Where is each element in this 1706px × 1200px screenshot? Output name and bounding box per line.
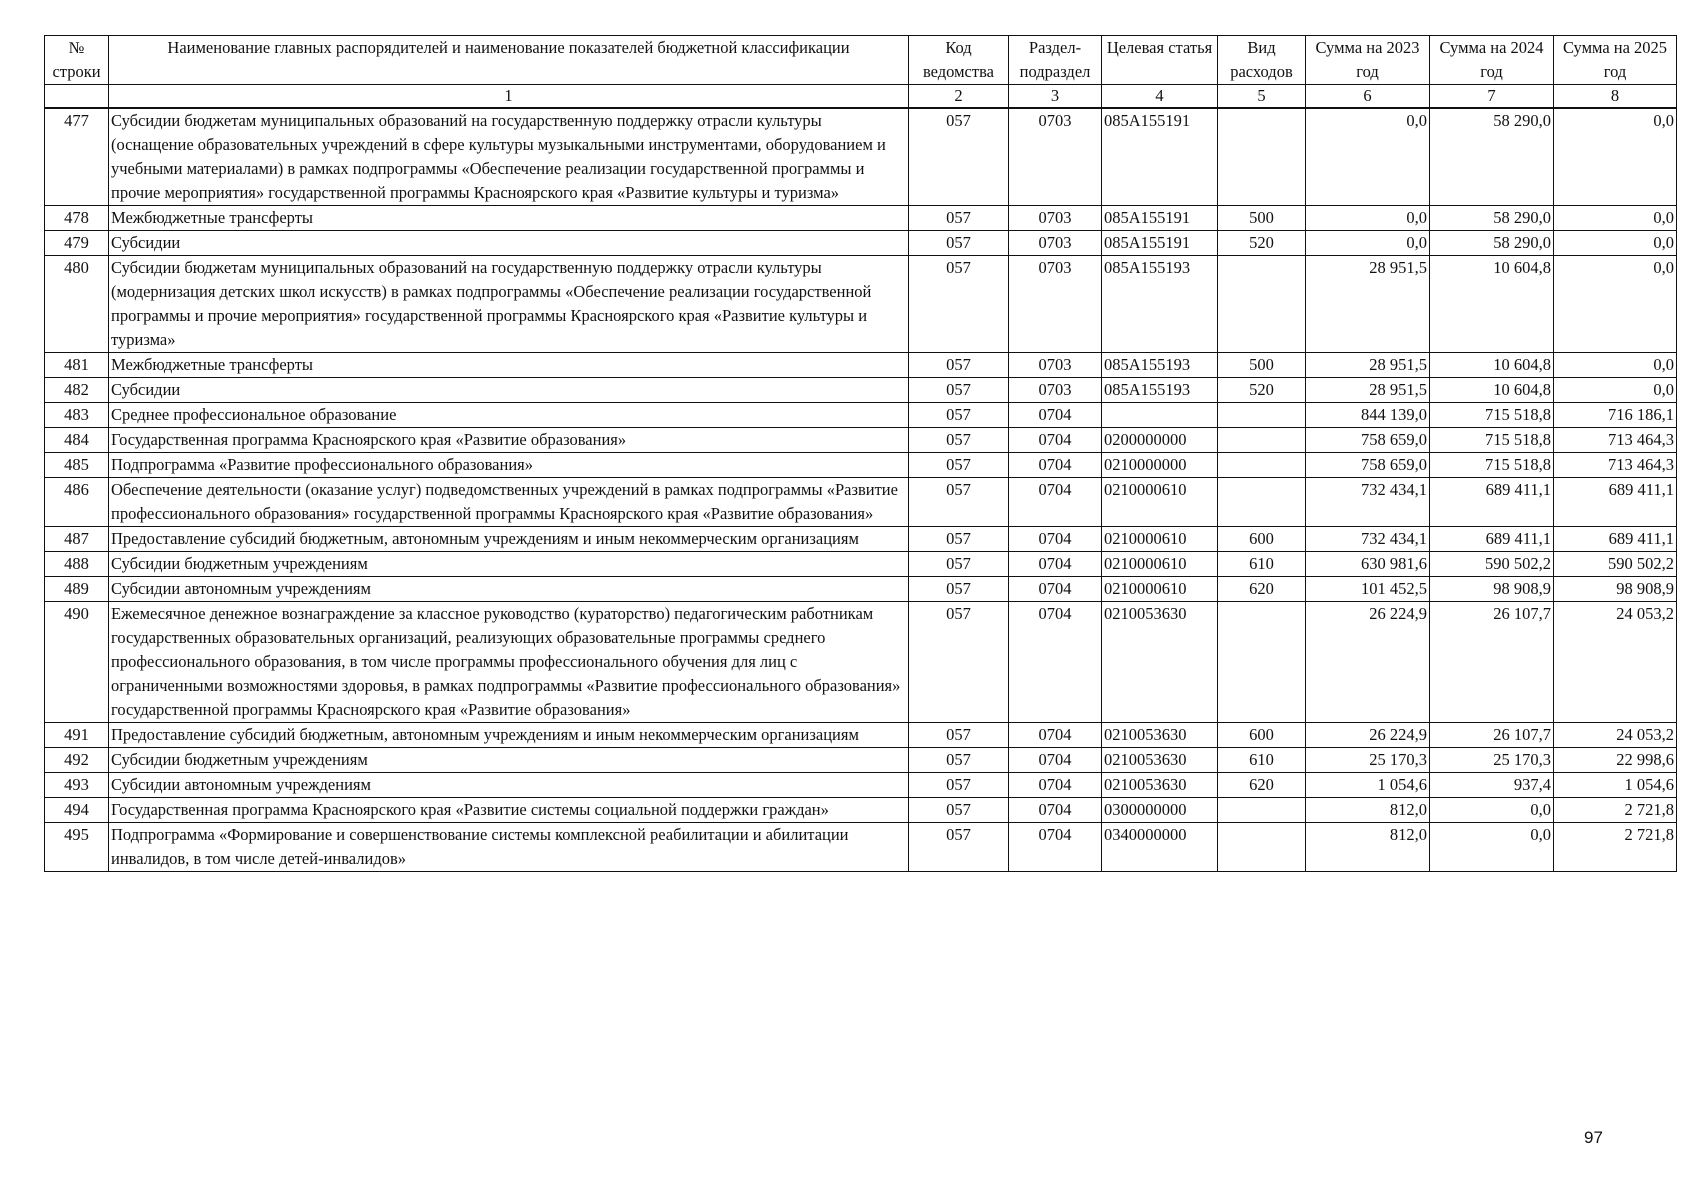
row-sum-2025: 0,0 — [1554, 256, 1677, 353]
document-page — [44, 35, 1676, 872]
table-row — [45, 353, 1677, 378]
row-sum-2024: 0,0 — [1430, 798, 1554, 823]
row-sum-2024: 26 107,7 — [1430, 723, 1554, 748]
row-expense-type: 610 — [1218, 748, 1306, 773]
row-dept-code: 057 — [909, 527, 1009, 552]
row-sum-2023: 101 452,5 — [1306, 577, 1430, 602]
row-expense-type: 620 — [1218, 577, 1306, 602]
row-number: 488 — [45, 552, 109, 577]
header-sum-2025: Сумма на 2025 год — [1554, 36, 1677, 85]
row-expense-type: 600 — [1218, 527, 1306, 552]
row-dept-code: 057 — [909, 798, 1009, 823]
row-number: 495 — [45, 823, 109, 872]
row-section: 0704 — [1009, 798, 1102, 823]
row-expense-type — [1218, 478, 1306, 527]
row-target: 0210000610 — [1102, 478, 1218, 527]
row-sum-2025: 2 721,8 — [1554, 823, 1677, 872]
column-number: 8 — [1554, 85, 1677, 109]
row-name: Предоставление субсидий бюджетным, автономным учреждениям и иным некоммерческим организациям — [109, 723, 909, 748]
row-expense-type: 500 — [1218, 353, 1306, 378]
table-row — [45, 378, 1677, 403]
header-section: Раздел-подраздел — [1009, 36, 1102, 85]
row-name: Субсидии — [109, 231, 909, 256]
row-number: 494 — [45, 798, 109, 823]
row-section: 0704 — [1009, 748, 1102, 773]
row-sum-2023: 844 139,0 — [1306, 403, 1430, 428]
row-sum-2025: 22 998,6 — [1554, 748, 1677, 773]
row-sum-2024: 26 107,7 — [1430, 602, 1554, 723]
row-expense-type — [1218, 602, 1306, 723]
row-name: Субсидии бюджетным учреждениям — [109, 748, 909, 773]
row-section: 0704 — [1009, 723, 1102, 748]
row-expense-type — [1218, 798, 1306, 823]
row-name: Субсидии автономным учреждениям — [109, 773, 909, 798]
row-dept-code: 057 — [909, 428, 1009, 453]
row-number: 478 — [45, 206, 109, 231]
row-section: 0703 — [1009, 231, 1102, 256]
row-section: 0704 — [1009, 552, 1102, 577]
row-sum-2023: 0,0 — [1306, 231, 1430, 256]
row-name: Среднее профессиональное образование — [109, 403, 909, 428]
header-sum-2024: Сумма на 2024 год — [1430, 36, 1554, 85]
row-number: 480 — [45, 256, 109, 353]
table-row — [45, 723, 1677, 748]
column-number: 1 — [109, 85, 909, 109]
row-sum-2023: 1 054,6 — [1306, 773, 1430, 798]
row-dept-code: 057 — [909, 403, 1009, 428]
row-expense-type: 520 — [1218, 378, 1306, 403]
column-number: 6 — [1306, 85, 1430, 109]
row-expense-type — [1218, 108, 1306, 206]
row-name: Субсидии — [109, 378, 909, 403]
row-name: Межбюджетные трансферты — [109, 206, 909, 231]
row-name: Межбюджетные трансферты — [109, 353, 909, 378]
column-number: 2 — [909, 85, 1009, 109]
row-sum-2023: 0,0 — [1306, 206, 1430, 231]
row-dept-code: 057 — [909, 231, 1009, 256]
column-number: 4 — [1102, 85, 1218, 109]
budget-table — [44, 35, 1677, 872]
row-section: 0703 — [1009, 206, 1102, 231]
column-number: 7 — [1430, 85, 1554, 109]
row-section: 0704 — [1009, 428, 1102, 453]
row-sum-2025: 1 054,6 — [1554, 773, 1677, 798]
column-number: 3 — [1009, 85, 1102, 109]
row-name: Предоставление субсидий бюджетным, автономным учреждениям и иным некоммерческим организациям — [109, 527, 909, 552]
row-sum-2023: 758 659,0 — [1306, 428, 1430, 453]
table-row — [45, 403, 1677, 428]
row-name: Субсидии бюджетам муниципальных образований на государственную поддержку отрасли культуры (оснащение образовательных учреждений в сфере культуры музыкальными инструментами, оборудованием и учебными материалами) в рамках подпрограммы «Обеспечение реализации государственной программы и прочие мероприятия» государственной программы Красноярского края «Развитие культуры и туризма» — [109, 108, 909, 206]
row-sum-2025: 98 908,9 — [1554, 577, 1677, 602]
row-dept-code: 057 — [909, 206, 1009, 231]
row-target: 0210000000 — [1102, 453, 1218, 478]
row-target: 0340000000 — [1102, 823, 1218, 872]
row-sum-2025: 0,0 — [1554, 108, 1677, 206]
row-target: 0200000000 — [1102, 428, 1218, 453]
table-row — [45, 577, 1677, 602]
row-dept-code: 057 — [909, 256, 1009, 353]
row-section: 0704 — [1009, 527, 1102, 552]
row-sum-2024: 937,4 — [1430, 773, 1554, 798]
row-dept-code: 057 — [909, 723, 1009, 748]
row-sum-2025: 2 721,8 — [1554, 798, 1677, 823]
row-sum-2024: 0,0 — [1430, 823, 1554, 872]
row-number: 477 — [45, 108, 109, 206]
header-row — [45, 36, 1677, 85]
row-sum-2025: 0,0 — [1554, 353, 1677, 378]
row-section: 0703 — [1009, 108, 1102, 206]
row-sum-2023: 26 224,9 — [1306, 602, 1430, 723]
row-expense-type — [1218, 256, 1306, 353]
column-number-row — [45, 85, 1677, 109]
row-sum-2025: 590 502,2 — [1554, 552, 1677, 577]
table-row — [45, 428, 1677, 453]
row-dept-code: 057 — [909, 577, 1009, 602]
table-row — [45, 798, 1677, 823]
row-sum-2024: 58 290,0 — [1430, 206, 1554, 231]
row-target: 0300000000 — [1102, 798, 1218, 823]
row-dept-code: 057 — [909, 773, 1009, 798]
row-number: 487 — [45, 527, 109, 552]
table-row — [45, 256, 1677, 353]
row-name: Государственная программа Красноярского края «Развитие образования» — [109, 428, 909, 453]
row-section: 0703 — [1009, 353, 1102, 378]
row-sum-2023: 25 170,3 — [1306, 748, 1430, 773]
row-sum-2023: 28 951,5 — [1306, 353, 1430, 378]
column-number — [45, 85, 109, 109]
header-target: Целевая статья — [1102, 36, 1218, 85]
row-name: Обеспечение деятельности (оказание услуг) подведомственных учреждений в рамках подпрограммы «Развитие профессионального образования» государственной программы Красноярского края «Развитие образования» — [109, 478, 909, 527]
table-row — [45, 552, 1677, 577]
table-row — [45, 602, 1677, 723]
table-row — [45, 206, 1677, 231]
row-sum-2023: 758 659,0 — [1306, 453, 1430, 478]
row-target: 085A155191 — [1102, 108, 1218, 206]
row-sum-2023: 812,0 — [1306, 823, 1430, 872]
table-row — [45, 823, 1677, 872]
row-target: 085A155191 — [1102, 231, 1218, 256]
row-target: 0210000610 — [1102, 527, 1218, 552]
row-number: 483 — [45, 403, 109, 428]
row-sum-2025: 24 053,2 — [1554, 723, 1677, 748]
row-target: 0210053630 — [1102, 773, 1218, 798]
row-name: Государственная программа Красноярского края «Развитие системы социальной поддержки граждан» — [109, 798, 909, 823]
row-sum-2023: 28 951,5 — [1306, 256, 1430, 353]
row-expense-type: 500 — [1218, 206, 1306, 231]
row-dept-code: 057 — [909, 353, 1009, 378]
row-sum-2025: 713 464,3 — [1554, 453, 1677, 478]
row-dept-code: 057 — [909, 378, 1009, 403]
row-sum-2023: 26 224,9 — [1306, 723, 1430, 748]
row-sum-2025: 0,0 — [1554, 231, 1677, 256]
row-dept-code: 057 — [909, 478, 1009, 527]
row-expense-type — [1218, 428, 1306, 453]
row-section: 0703 — [1009, 256, 1102, 353]
row-target — [1102, 403, 1218, 428]
table-row — [45, 748, 1677, 773]
row-sum-2025: 713 464,3 — [1554, 428, 1677, 453]
row-dept-code: 057 — [909, 602, 1009, 723]
row-expense-type: 620 — [1218, 773, 1306, 798]
column-number: 5 — [1218, 85, 1306, 109]
row-sum-2024: 715 518,8 — [1430, 403, 1554, 428]
table-row — [45, 478, 1677, 527]
row-section: 0704 — [1009, 577, 1102, 602]
page-number: 97 — [1584, 1128, 1603, 1147]
row-number: 493 — [45, 773, 109, 798]
row-number: 482 — [45, 378, 109, 403]
row-target: 085A155193 — [1102, 353, 1218, 378]
row-sum-2025: 0,0 — [1554, 378, 1677, 403]
row-sum-2023: 0,0 — [1306, 108, 1430, 206]
row-number: 490 — [45, 602, 109, 723]
row-expense-type — [1218, 453, 1306, 478]
row-dept-code: 057 — [909, 108, 1009, 206]
row-number: 481 — [45, 353, 109, 378]
row-section: 0704 — [1009, 823, 1102, 872]
row-target: 085A155193 — [1102, 378, 1218, 403]
row-target: 0210000610 — [1102, 577, 1218, 602]
row-sum-2025: 716 186,1 — [1554, 403, 1677, 428]
row-sum-2025: 689 411,1 — [1554, 527, 1677, 552]
table-row — [45, 231, 1677, 256]
row-section: 0704 — [1009, 453, 1102, 478]
row-target: 0210000610 — [1102, 552, 1218, 577]
row-dept-code: 057 — [909, 823, 1009, 872]
row-expense-type — [1218, 823, 1306, 872]
row-number: 492 — [45, 748, 109, 773]
header-row-no: № строки — [45, 36, 109, 85]
row-sum-2024: 58 290,0 — [1430, 108, 1554, 206]
row-sum-2024: 58 290,0 — [1430, 231, 1554, 256]
row-sum-2023: 812,0 — [1306, 798, 1430, 823]
row-target: 0210053630 — [1102, 602, 1218, 723]
row-section: 0704 — [1009, 478, 1102, 527]
table-row — [45, 773, 1677, 798]
row-sum-2024: 98 908,9 — [1430, 577, 1554, 602]
row-name: Субсидии бюджетным учреждениям — [109, 552, 909, 577]
row-sum-2023: 732 434,1 — [1306, 527, 1430, 552]
row-expense-type: 600 — [1218, 723, 1306, 748]
row-dept-code: 057 — [909, 552, 1009, 577]
row-sum-2025: 24 053,2 — [1554, 602, 1677, 723]
row-sum-2025: 0,0 — [1554, 206, 1677, 231]
row-expense-type: 610 — [1218, 552, 1306, 577]
row-number: 479 — [45, 231, 109, 256]
row-sum-2024: 689 411,1 — [1430, 527, 1554, 552]
header-dept-code: Код ведомства — [909, 36, 1009, 85]
row-number: 491 — [45, 723, 109, 748]
row-sum-2024: 10 604,8 — [1430, 256, 1554, 353]
row-expense-type — [1218, 403, 1306, 428]
row-dept-code: 057 — [909, 748, 1009, 773]
row-target: 085A155193 — [1102, 256, 1218, 353]
row-sum-2023: 732 434,1 — [1306, 478, 1430, 527]
row-sum-2024: 10 604,8 — [1430, 378, 1554, 403]
row-dept-code: 057 — [909, 453, 1009, 478]
table-row — [45, 453, 1677, 478]
row-name: Подпрограмма «Формирование и совершенствование системы комплексной реабилитации и абилитации инвалидов, в том числе детей-инвалидов» — [109, 823, 909, 872]
row-sum-2023: 630 981,6 — [1306, 552, 1430, 577]
row-section: 0704 — [1009, 602, 1102, 723]
row-target: 085A155191 — [1102, 206, 1218, 231]
header-name: Наименование главных распорядителей и наименование показателей бюджетной классификации — [109, 36, 909, 85]
row-number: 484 — [45, 428, 109, 453]
row-target: 0210053630 — [1102, 748, 1218, 773]
table-row — [45, 108, 1677, 206]
row-section: 0704 — [1009, 403, 1102, 428]
row-section: 0703 — [1009, 378, 1102, 403]
row-sum-2024: 10 604,8 — [1430, 353, 1554, 378]
row-name: Субсидии автономным учреждениям — [109, 577, 909, 602]
row-number: 486 — [45, 478, 109, 527]
table-row — [45, 527, 1677, 552]
row-target: 0210053630 — [1102, 723, 1218, 748]
row-section: 0704 — [1009, 773, 1102, 798]
row-sum-2024: 715 518,8 — [1430, 453, 1554, 478]
header-expense-type: Вид расходов — [1218, 36, 1306, 85]
row-sum-2024: 590 502,2 — [1430, 552, 1554, 577]
row-sum-2023: 28 951,5 — [1306, 378, 1430, 403]
row-sum-2024: 689 411,1 — [1430, 478, 1554, 527]
row-number: 489 — [45, 577, 109, 602]
row-name: Подпрограмма «Развитие профессионального образования» — [109, 453, 909, 478]
row-sum-2025: 689 411,1 — [1554, 478, 1677, 527]
row-sum-2024: 715 518,8 — [1430, 428, 1554, 453]
row-name: Ежемесячное денежное вознаграждение за классное руководство (кураторство) педагогическим работникам государственных образовательных организаций, реализующих образовательные программы среднего профессионального образования, в том числе программы профессионального обучения для лиц с ограниченными возможностями здоровья, в рамках подпрограммы «Развитие профессионального образования» государственной программы Красноярского края «Развитие образования» — [109, 602, 909, 723]
row-name: Субсидии бюджетам муниципальных образований на государственную поддержку отрасли культуры (модернизация детских школ искусств) в рамках подпрограммы «Обеспечение реализации государственной программы и прочие мероприятия» государственной программы Красноярского края «Развитие культуры и туризма» — [109, 256, 909, 353]
row-sum-2024: 25 170,3 — [1430, 748, 1554, 773]
row-expense-type: 520 — [1218, 231, 1306, 256]
header-sum-2023: Сумма на 2023 год — [1306, 36, 1430, 85]
row-number: 485 — [45, 453, 109, 478]
